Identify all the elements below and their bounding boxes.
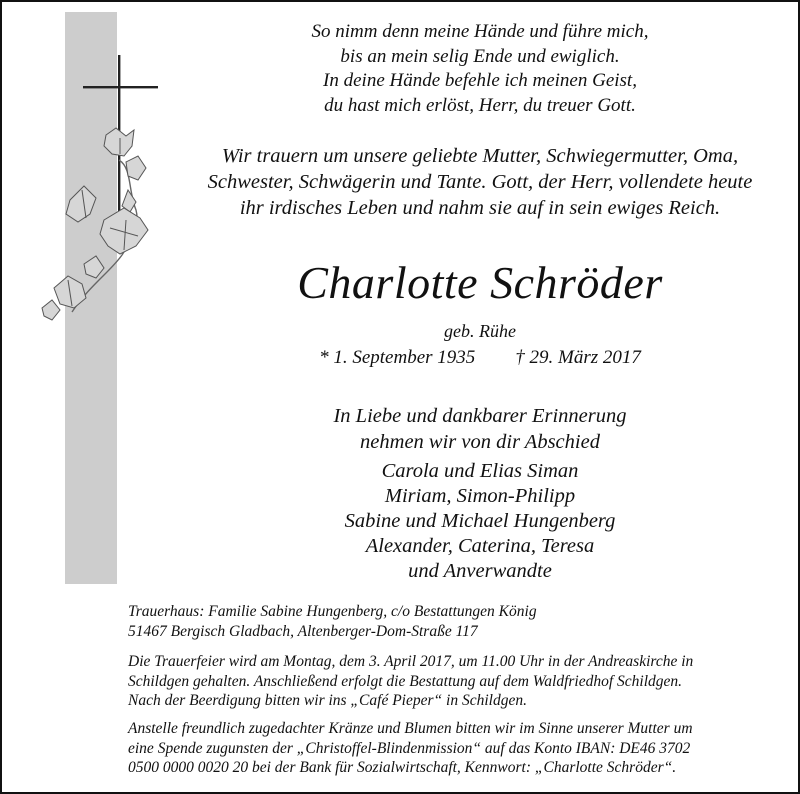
farewell-text xyxy=(180,404,780,455)
bible-verse xyxy=(180,20,780,118)
statement-line: ihr irdisches Leben und nahm sie auf in sein ewiges Reich. xyxy=(239,197,721,219)
mourner-line: und Anverwandte xyxy=(408,560,552,582)
address-line: 51467 Bergisch Gladbach, Altenberger-Dom-Straße 117 xyxy=(128,622,478,640)
donation-request xyxy=(128,719,788,778)
mourner-line: Sabine und Michael Hungenberg xyxy=(344,510,616,532)
death-date: † 29. März 2017 xyxy=(515,347,641,368)
statement-line: Schwester, Schwägerin und Tante. Gott, der Herr, vollendete heute xyxy=(207,171,753,193)
birth-date: * 1. September 1935 xyxy=(319,347,476,368)
verse-line: bis an mein selig Ende und ewiglich. xyxy=(340,45,620,67)
donation-line: 0500 0000 0020 20 bei der Bank für Sozialwirtschaft, Kennwort: „Charlotte Schröder“. xyxy=(128,759,677,776)
funeral-details xyxy=(128,652,788,711)
mourner-line: Carola und Elias Siman xyxy=(381,460,579,482)
farewell-line: nehmen wir von dir Abschied xyxy=(360,430,600,453)
funeral-line: Die Trauerfeier wird am Montag, dem 3. April 2017, um 11.00 Uhr in der Andreaskirche in xyxy=(128,653,694,670)
farewell-line: In Liebe und dankbarer Erinnerung xyxy=(333,405,627,427)
donation-line: eine Spende zugunsten der „Christoffel-Blindenmission“ auf das Konto IBAN: DE46 3702 xyxy=(128,739,691,757)
address-line: Trauerhaus: Familie Sabine Hungenberg, c/o Bestattungen König xyxy=(128,603,537,620)
maiden-name: geb. Rühe xyxy=(444,321,516,341)
funeral-line: Schildgen gehalten. Anschließend erfolgt die Bestattung auf dem Waldfriedhof Schildgen. xyxy=(128,672,683,690)
statement-line: Wir trauern um unsere geliebte Mutter, Schwiegermutter, Oma, xyxy=(221,145,739,167)
mourner-line: Alexander, Caterina, Teresa xyxy=(365,535,595,557)
life-dates xyxy=(180,345,780,371)
verse-line: So nimm denn meine Hände und führe mich, xyxy=(311,21,649,42)
mourning-statement xyxy=(140,143,800,221)
mourning-house-address xyxy=(128,602,788,641)
mourner-line: Miriam, Simon-Philipp xyxy=(384,485,576,507)
donation-line: Anstelle freundlich zugedachter Kränze und Blumen bitten wir im Sinne unserer Mutter um xyxy=(128,720,693,737)
ivy-leaves-icon xyxy=(42,128,148,320)
verse-line: du hast mich erlöst, Herr, du treuer Gott. xyxy=(324,94,636,116)
deceased-name: Charlotte Schröder xyxy=(297,257,663,308)
funeral-line: Nach der Beerdigung bitten wir ins „Café Pieper“ in Schildgen. xyxy=(128,692,527,709)
verse-line: In deine Hände befehle ich meinen Geist, xyxy=(323,70,637,91)
mourners-list xyxy=(180,459,780,584)
